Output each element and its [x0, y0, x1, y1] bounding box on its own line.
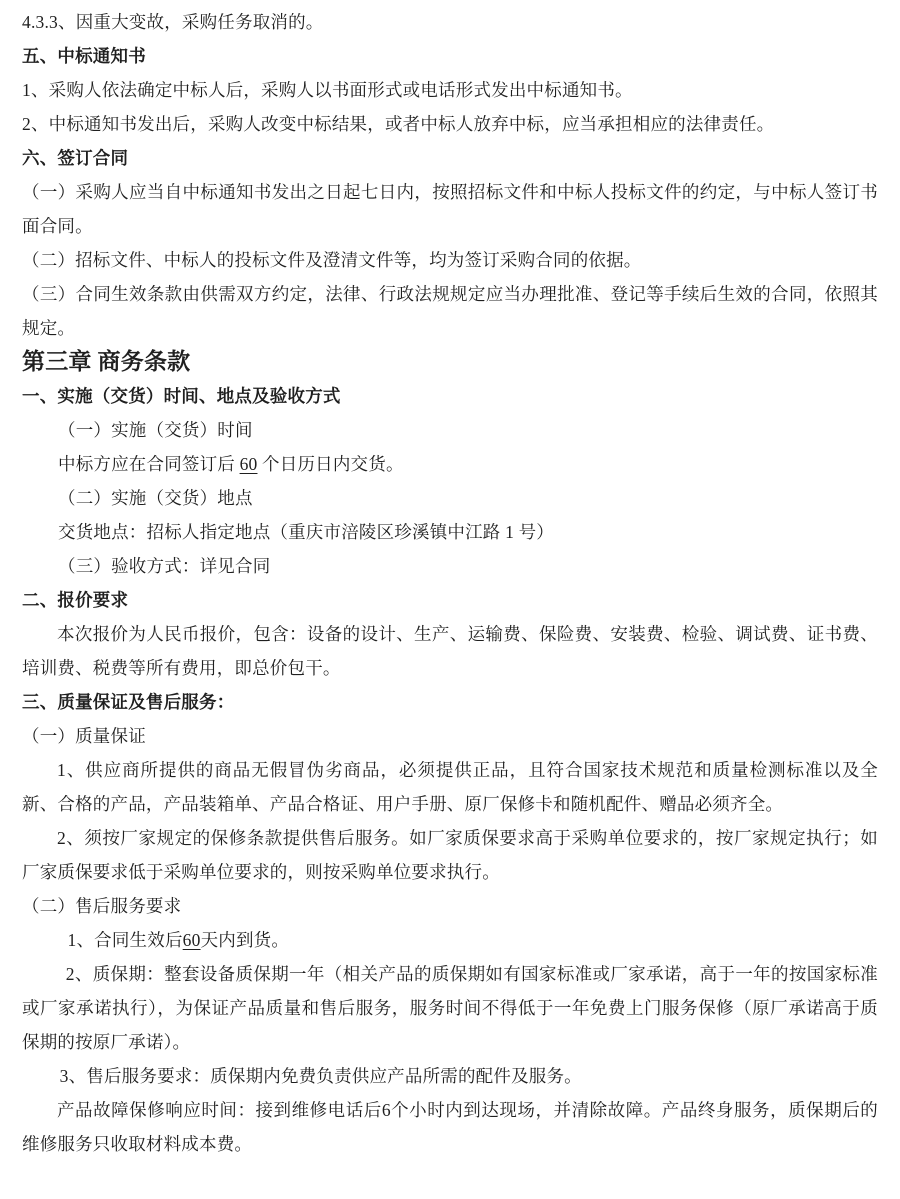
para-warranty-period: 2、质保期：整套设备质保期一年（相关产品的质保期如有国家标准或厂家承诺，高于一年的按国家标准或厂家承诺执行），为保证产品质量和售后服务，服务时间不得低于一年免费上门服务保修（原厂承诺高于质保期的按原厂承诺）。 — [22, 964, 878, 1052]
para-after-sales-requirement: 3、售后服务要求：质保期内免费负责供应产品所需的配件及服务。 — [59, 1066, 582, 1086]
clause-4-3-3: 4.3.3、因重大变故，采购任务取消的。 — [22, 12, 324, 32]
para-contract-signing-1: （一）采购人应当自中标通知书发出之日起七日内，按照招标文件和中标人投标文件的约定，与中标人签订书面合同。 — [22, 182, 878, 236]
delivery-days-underlined: 60 — [239, 454, 258, 474]
chapter-3-title: 第三章 商务条款 — [22, 349, 191, 374]
heading-delivery-time-place-acceptance: 一、实施（交货）时间、地点及验收方式 — [22, 386, 341, 406]
arrival-text-post: 天内到货。 — [200, 930, 290, 950]
para-quality-assurance-label: （一）质量保证 — [22, 726, 146, 746]
arrival-text-pre: 1、合同生效后 — [67, 930, 183, 950]
para-award-notice-2: 2、中标通知书发出后，采购人改变中标结果，或者中标人放弃中标，应当承担相应的法律责任。 — [22, 114, 775, 134]
para-delivery-time-label: （一）实施（交货）时间 — [58, 420, 253, 440]
para-quality-assurance-2: 2、须按厂家规定的保修条款提供售后服务。如厂家质保要求高于采购单位要求的，按厂家规定执行；如厂家质保要求低于采购单位要求的，则按采购单位要求执行。 — [22, 828, 878, 882]
heading-section-6-contract-signing: 六、签订合同 — [22, 148, 129, 168]
heading-section-5-award-notice: 五、中标通知书 — [22, 46, 146, 66]
heading-quotation-requirements: 二、报价要求 — [22, 590, 129, 610]
para-contract-signing-2: （二）招标文件、中标人的投标文件及澄清文件等，均为签订采购合同的依据。 — [22, 250, 642, 270]
para-after-sales-arrival — [22, 923, 878, 957]
para-contract-signing-3: （三）合同生效条款由供需双方约定，法律、行政法规规定应当办理批准、登记等手续后生效的合同，依照其规定。 — [22, 284, 878, 338]
delivery-time-text-pre: 中标方应在合同签订后 — [58, 454, 240, 474]
para-delivery-place-label: （二）实施（交货）地点 — [58, 488, 253, 508]
para-acceptance-method: （三）验收方式：详见合同 — [58, 556, 271, 576]
delivery-time-text-post: 个日历日内交货。 — [257, 454, 404, 474]
para-quotation-body: 本次报价为人民币报价，包含：设备的设计、生产、运输费、保险费、安装费、检验、调试费、证书费、培训费、税费等所有费用，即总价包干。 — [22, 624, 878, 678]
para-after-sales-label: （二）售后服务要求 — [22, 896, 182, 916]
heading-quality-after-sales: 三、质量保证及售后服务： — [22, 692, 235, 712]
para-delivery-time-value — [22, 447, 878, 481]
arrival-days-underlined: 60 — [182, 930, 201, 950]
para-delivery-place-value: 交货地点：招标人指定地点（重庆市涪陵区珍溪镇中江路 1 号） — [58, 522, 554, 542]
para-quality-assurance-1: 1、供应商所提供的商品无假冒伪劣商品，必须提供正品，且符合国家技术规范和质量检测标准以及全新、合格的产品，产品装箱单、产品合格证、用户手册、原厂保修卡和随机配件、赠品必须齐全。 — [22, 760, 878, 814]
para-repair-response: 产品故障保修响应时间：接到维修电话后6个小时内到达现场，并清除故障。产品终身服务，质保期后的维修服务只收取材料成本费。 — [22, 1100, 878, 1154]
para-award-notice-1: 1、采购人依法确定中标人后，采购人以书面形式或电话形式发出中标通知书。 — [22, 80, 633, 100]
